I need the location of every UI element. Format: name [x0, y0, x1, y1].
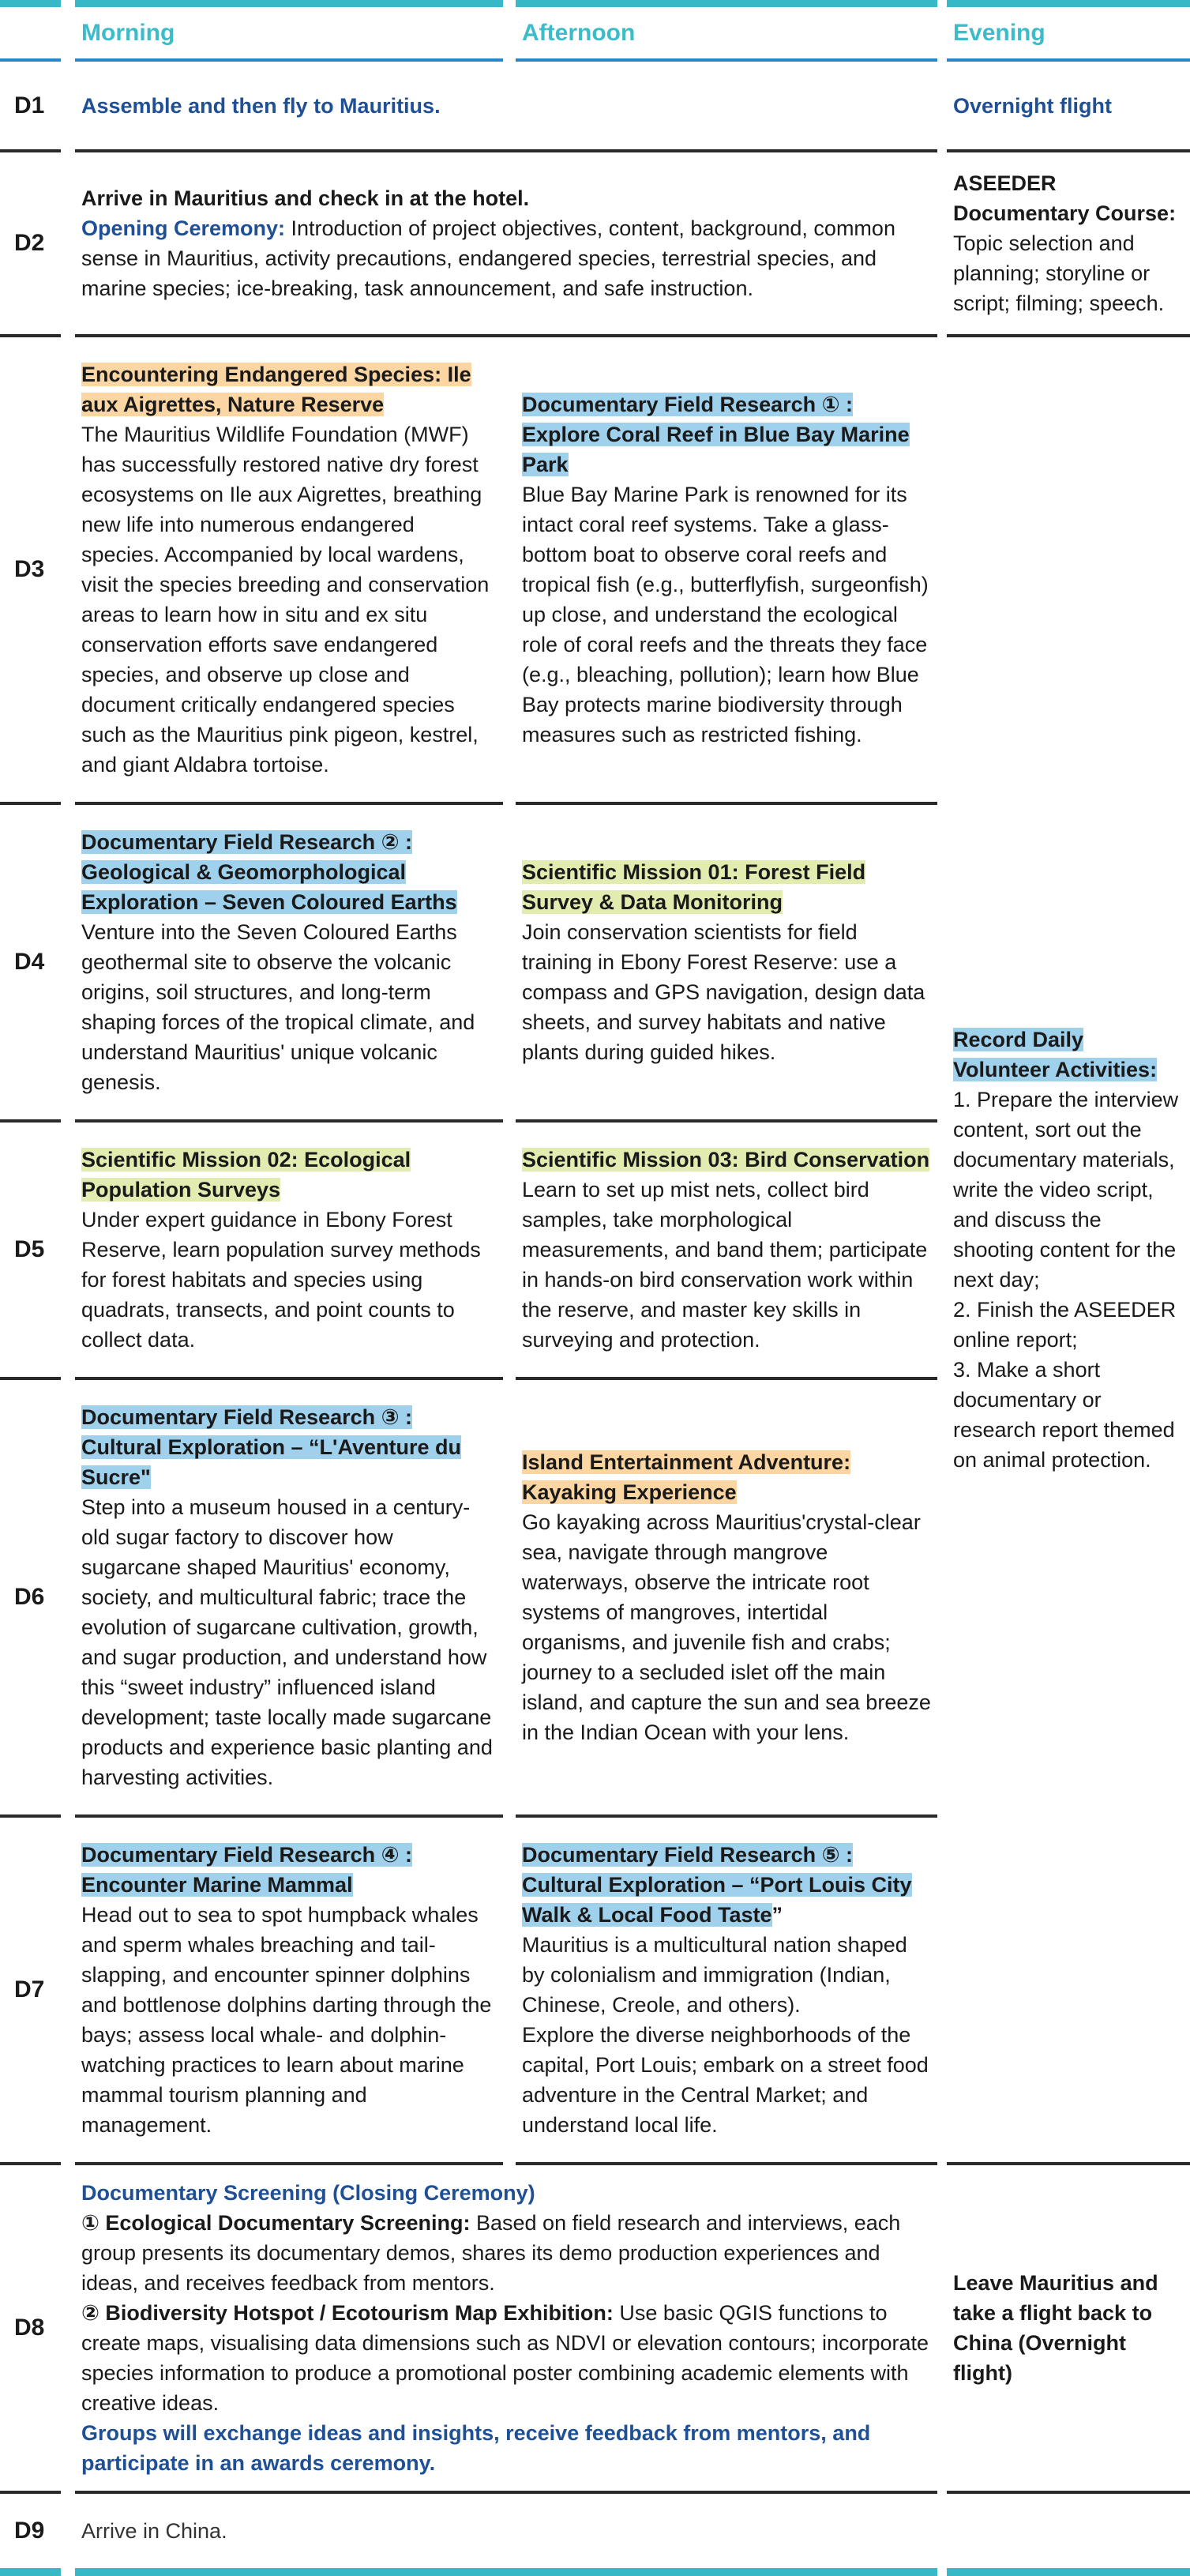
activity-description: Blue Bay Marine Park is renowned for its intact coral reef systems. Take a glass-bottom boat to observe coral reefs and tropical fish (e.g., butterflyfish, surgeonfish) up close, and understand the ecological role of coral reefs and the threats they face (e.g., bleaching, pollution); learn how Blue Bay protects marine biodiversity through measures such as restricted fishing.: [522, 483, 929, 746]
activity-title: Documentary Field Research ① : Explore Coral Reef in Blue Bay Marine Park: [522, 393, 910, 476]
d3-d7-evening-activity: [947, 337, 1190, 2165]
day-label: D1: [0, 62, 61, 152]
activity-title: Documentary Field Research ④ : Encounter Marine Mammal: [81, 1843, 412, 1897]
day-label: D8: [0, 2165, 61, 2494]
activity-title: Encountering Endangered Species: Ile aux Aigrettes, Nature Reserve: [81, 363, 471, 416]
d8-closing-activity: [75, 2165, 937, 2494]
d8-item2-text: Use basic QGIS functions to create maps, visualising data dimensions such as NDVI or elevation contours; incorporate species information to produce a promotional poster combining academic elements with creative ideas.: [81, 2301, 929, 2415]
d2-ceremony-text: Introduction of project objectives, content, background, common sense in Mauritius, activity precautions, endangered species, terrestrial species, and marine species; ice-breaking, task announcement, and safe instruction.: [81, 216, 895, 300]
activity-description: Learn to set up mist nets, collect bird samples, take morphological measurements, and band them; participate in hands-on bird conservation work within the reserve, and master key skills in surveying and protection.: [522, 1178, 928, 1352]
d3-afternoon-activity: [516, 337, 937, 805]
header-afternoon: Afternoon: [509, 0, 944, 62]
header-day: [0, 0, 75, 62]
d5-afternoon-activity: [516, 1123, 937, 1380]
d2-evening-title: ASEEDER Documentary Course:: [953, 171, 1177, 225]
title-suffix: ”: [771, 1903, 783, 1927]
activity-title: Island Entertainment Adventure: Kayaking Experience: [522, 1450, 851, 1504]
day-row-d2: [0, 152, 1190, 337]
d2-evening-text: Topic selection and planning; storyline or script; filming; speech.: [953, 231, 1165, 315]
activity-description: Venture into the Seven Coloured Earths geothermal site to observe the volcanic origins, soil structures, and long-term shaping forces of the tropical climate, and understand Mauritius' unique volcanic genesis.: [81, 920, 475, 1094]
activity-title: Documentary Field Research ⑤ : Cultural Exploration – “Port Louis City Walk & Local Food Taste: [522, 1843, 912, 1927]
d8-closing-text: Groups will exchange ideas and insights, receive feedback from mentors, and participate in an awards ceremony.: [81, 2421, 871, 2475]
day-label: D4: [0, 805, 61, 1123]
header-morning: Morning: [75, 0, 509, 62]
day-label: D2: [0, 152, 61, 337]
day-label: D9: [0, 2494, 61, 2576]
activity-description: The Mauritius Wildlife Foundation (MWF) has successfully restored native dry forest ecosystems on Ile aux Aigrettes, breathing new life into numerous endangered species. Accompanied by local wardens, visit the species breeding and conservation areas to learn how in situ and ex situ conservation efforts save endangered species, and observe up close and document critically endangered species such as the Mauritius pink pigeon, kestrel, and giant Aldabra tortoise.: [81, 423, 490, 777]
d5-morning-activity: [75, 1123, 503, 1380]
d2-ceremony-label: Opening Ceremony:: [81, 216, 286, 240]
evening-item: 1. Prepare the interview content, sort out the documentary materials, write the video script, and discuss the shooting content for the next day;: [953, 1088, 1179, 1292]
d1-morning-text: Assemble and then fly to Mauritius.: [81, 93, 441, 118]
d8-item2-label: ② Biodiversity Hotspot / Ecotourism Map Exhibition:: [81, 2301, 614, 2325]
activity-description: Go kayaking across Mauritius'crystal-clear sea, navigate through mangrove waterways, observe the intricate root systems of mangroves, intertidal organisms, and juvenile fish and crabs; journey to a secluded islet off the main island, and capture the sun and sea breeze in the Indian Ocean with your lens.: [522, 1510, 931, 1744]
d8-item1-label: ① Ecological Documentary Screening:: [81, 2211, 471, 2235]
d2-arrive-text: Arrive in Mauritius and check in at the hotel.: [81, 186, 530, 210]
activity-title: Scientific Mission 01: Forest Field Survey & Data Monitoring: [522, 860, 866, 914]
day-label: D5: [0, 1123, 61, 1380]
day-label: D3: [0, 337, 61, 805]
activity-description: Mauritius is a multicultural nation shaped by colonialism and immigration (Indian, Chinese, Creole, and others).: [522, 1933, 907, 2017]
d1-evening-text: Overnight flight: [953, 93, 1112, 118]
activity-description: Head out to sea to spot humpback whales and sperm whales breaching and tail-slapping, and encounter spinner dolphins and bottlenose dolphins darting through the bays; assess local whale- and dolphin-watching practices to learn about marine mammal tourism planning and management.: [81, 1903, 492, 2137]
activity-title: Documentary Field Research ② : Geological & Geomorphological Exploration – Seven Coloured Earths: [81, 830, 457, 914]
d7-afternoon-activity: [516, 1818, 937, 2165]
d8-heading: Documentary Screening (Closing Ceremony): [81, 2181, 535, 2205]
activity-title: Documentary Field Research ③ : Cultural Exploration – “L'Aventure du Sucre": [81, 1405, 461, 1489]
d6-morning-activity: [75, 1380, 503, 1818]
d6-afternoon-activity: [516, 1380, 937, 1818]
evening-item: 3. Make a short documentary or research report themed on animal protection.: [953, 1358, 1175, 1472]
header-evening: Evening: [944, 0, 1190, 62]
activity-description: Join conservation scientists for field training in Ebony Forest Reserve: use a compass and GPS navigation, design data sheets, and survey habitats and native plants during guided hikes.: [522, 920, 925, 1064]
day-label: D7: [0, 1818, 61, 2165]
day-row-d3: [0, 337, 1190, 805]
activity-description: Under expert guidance in Ebony Forest Reserve, learn population survey methods for forest habitats and species using quadrats, transects, and point counts to collect data.: [81, 1208, 481, 1352]
d9-evening-empty: [947, 2494, 1190, 2576]
evening-item: 2. Finish the ASEEDER online report;: [953, 1298, 1177, 1352]
d4-morning-activity: [75, 805, 503, 1123]
activity-description: Explore the diverse neighborhoods of the capital, Port Louis; embark on a street food adventure in the Central Market; and understand local life.: [522, 2023, 929, 2137]
d8-evening-text: Leave Mauritius and take a flight back to China (Overnight flight): [953, 2271, 1158, 2385]
activity-description: Step into a museum housed in a century-old sugar factory to discover how sugarcane shaped Mauritius' economy, society, and multicultural fabric; trace the evolution of sugarcane cultivation, growth, and sugar production, and understand how this “sweet industry” influenced island development; taste locally made sugarcane products and experience basic planting and harvesting activities.: [81, 1495, 493, 1789]
d9-text: Arrive in China.: [81, 2519, 227, 2543]
day-row-d8: [0, 2165, 1190, 2494]
activity-title: Scientific Mission 03: Bird Conservation: [522, 1148, 930, 1171]
d4-afternoon-activity: [516, 805, 937, 1123]
d7-morning-activity: [75, 1818, 503, 2165]
day-row-d9: [0, 2494, 1190, 2576]
d8-item1-text: Based on field research and interviews, each group presents its documentary demos, shares its demo production experiences and ideas, and receives feedback from mentors.: [81, 2211, 901, 2295]
day-label: D6: [0, 1380, 61, 1818]
day-row-d1: [0, 62, 1190, 152]
activity-title: Scientific Mission 02: Ecological Population Surveys: [81, 1148, 411, 1202]
header-row: [0, 0, 1190, 62]
d3-morning-activity: [75, 337, 503, 805]
activity-title: Record Daily Volunteer Activities:: [953, 1028, 1158, 1081]
